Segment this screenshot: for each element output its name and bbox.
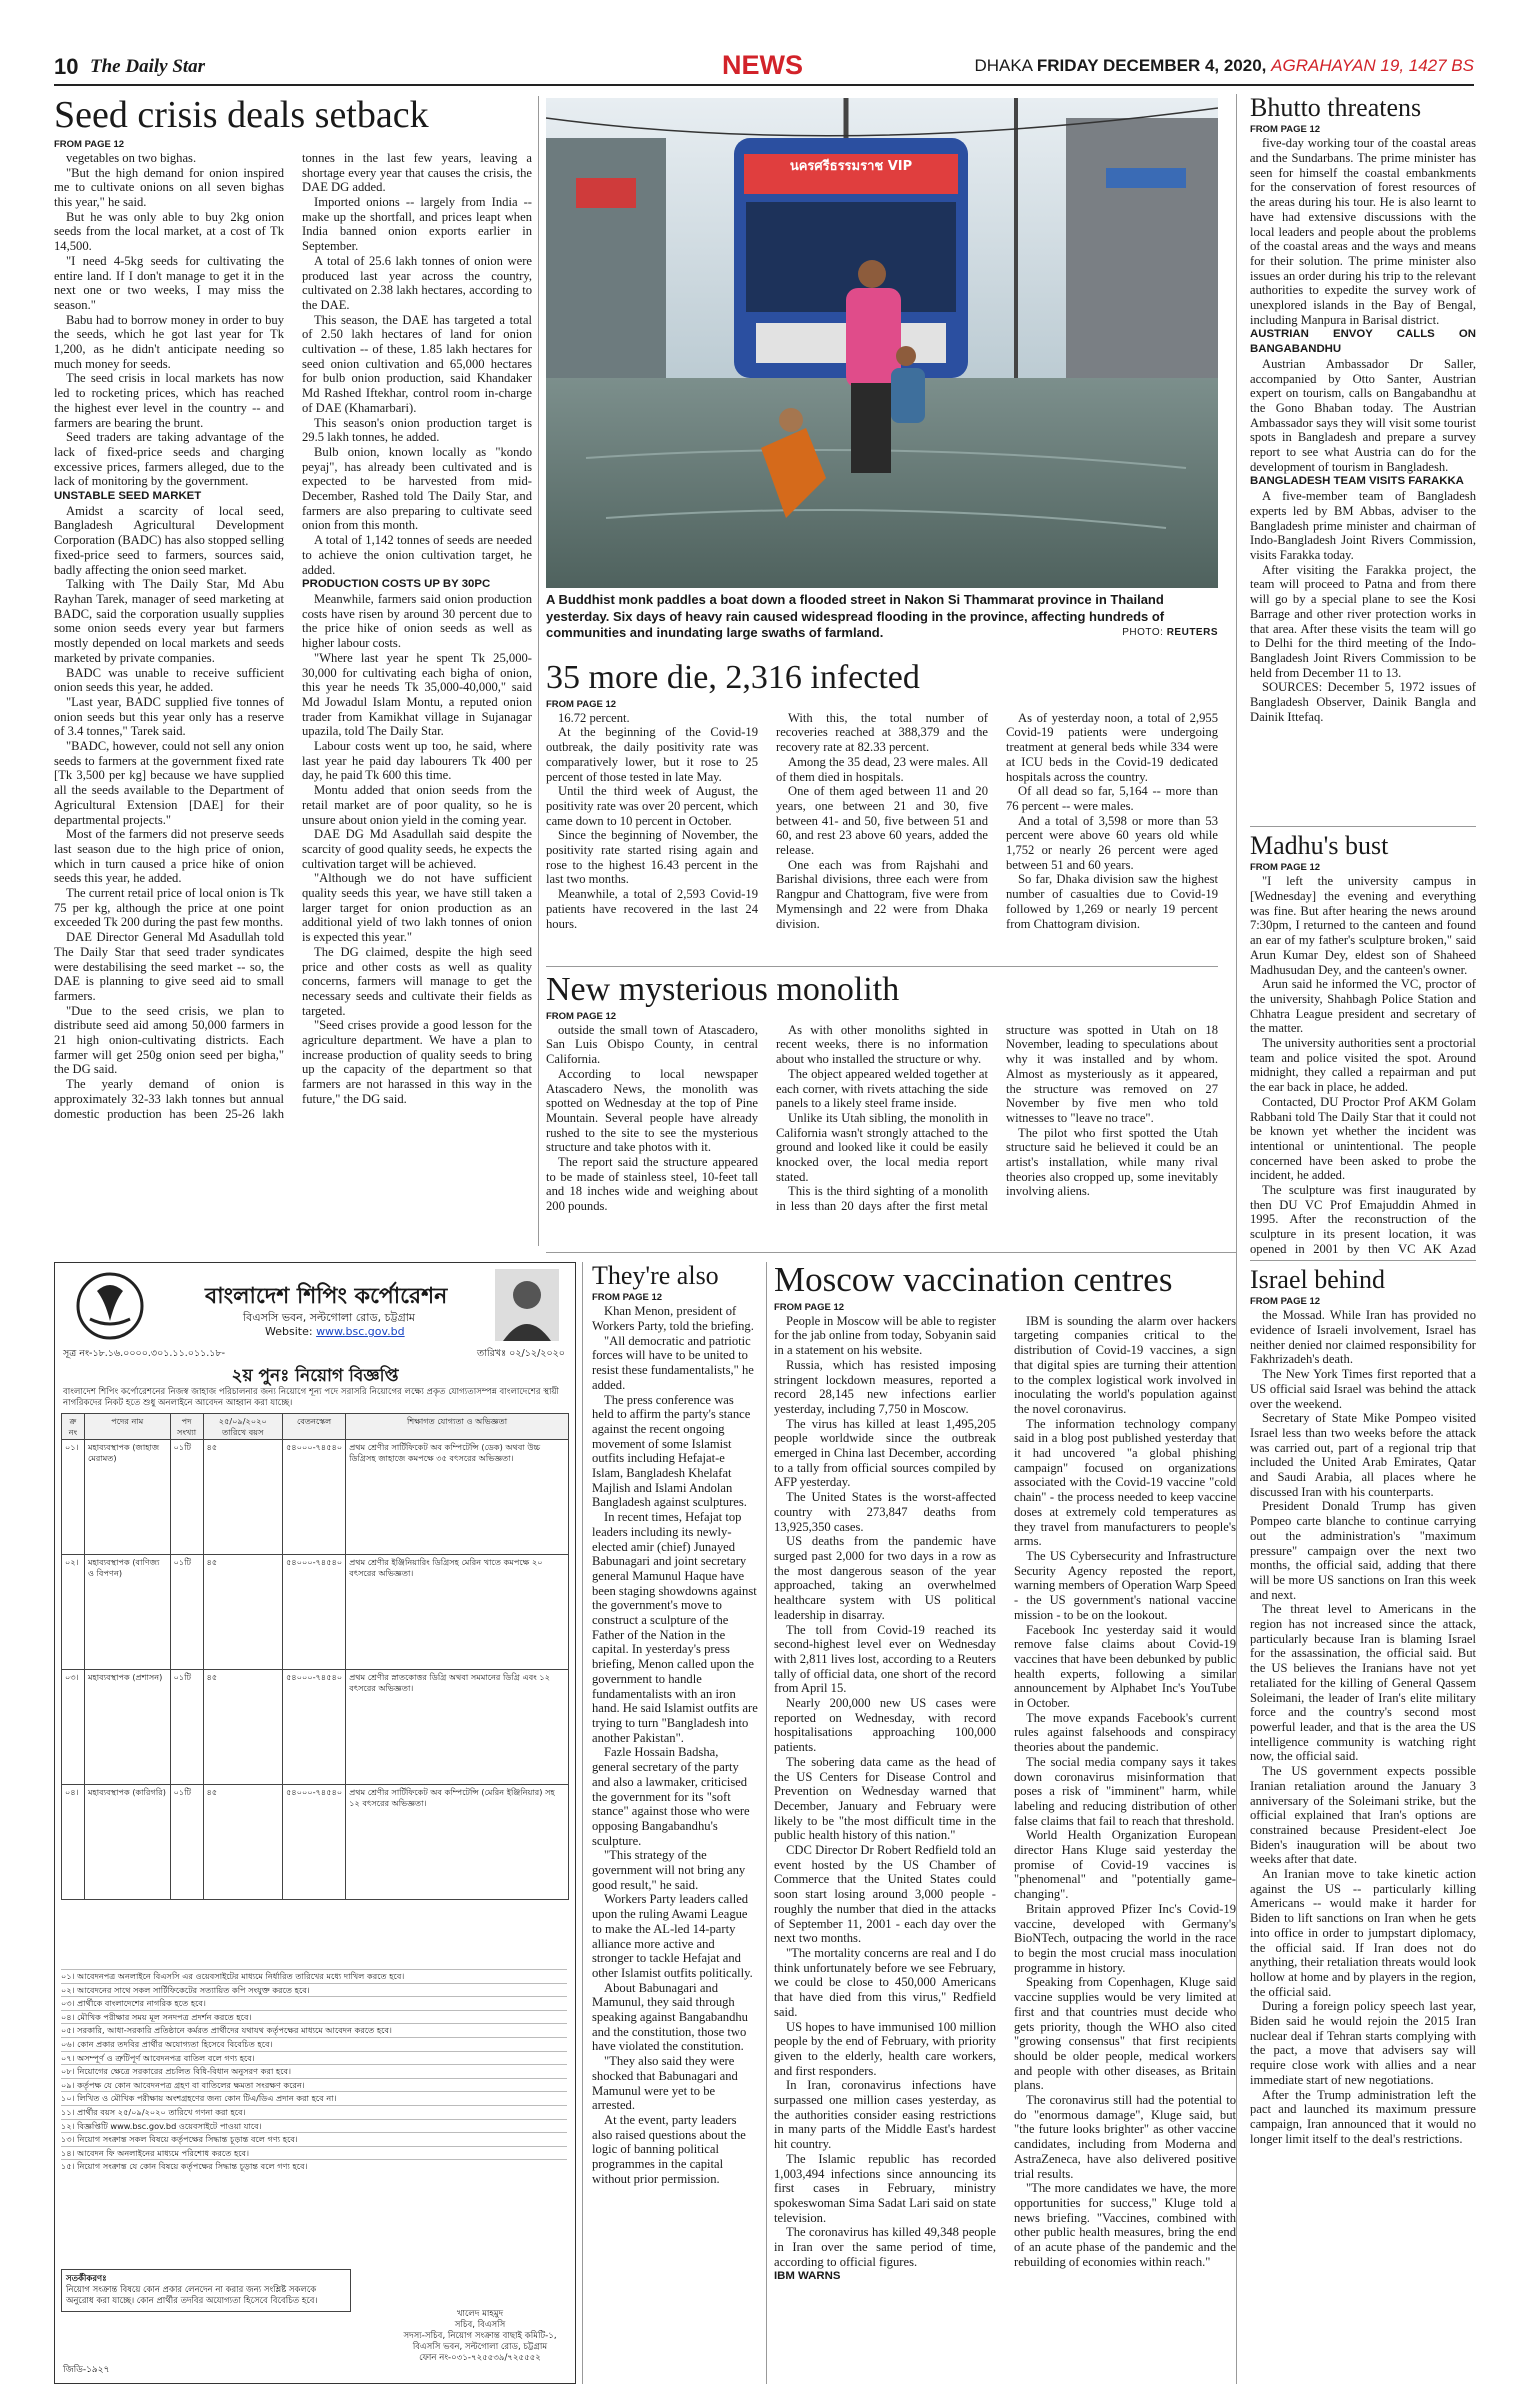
ad-website [265, 1325, 405, 1338]
paragraph: The university authorities sent a proctorial team and police visited the spot. Around midnight, they called a repairman and put the ear back in place, he added. [1250, 1036, 1476, 1095]
ad-date: তারিখঃ ০২/১২/২০২০ [477, 1348, 565, 1359]
article-body [1250, 874, 1476, 1256]
paragraph: US hopes to have immunised 100 million people by the end of February, with priority given to the elderly, health care workers, and first responders. [774, 2019, 996, 2078]
from-page: FROM PAGE 12 [592, 1292, 663, 1304]
paragraph: BANGLADESH TEAM VISITS FARAKKA [1250, 475, 1464, 488]
ad-note: ১২। বিজ্ঞপ্তিটি www.bsc.gov.bd ওয়েবসাইটে পাওয়া যাবে। [61, 2119, 567, 2133]
table-cell: ৫৪০০০-৭৪৫৪০ [283, 1785, 346, 1900]
paragraph: Bulb onion, known locally as "kondo peyaj", has already been cultivated and is expected to be harvested from mid-December, Rashed told The Daily Star, and farmers are also preparing to cultivate seed onion from this month. [302, 444, 532, 533]
paragraph: Contacted, DU Proctor Prof AKM Golam Rabbani told The Daily Star that it could not be known yet whether the incident was intentional or unintentional. The people concerned have been asked to probe the incident, he added. [1250, 1094, 1476, 1183]
paragraph: Austrian Ambassador Dr Saller, accompanied by Otto Santer, Austrian expert on tourism, calls on Bangabandhu at the Gono Bhaban today. The Austrian Ambassador says they will visit some tourist spots in Bangladesh and prepare a survey report to see what Austria can do for the development of tourism in Bangladesh. [1250, 356, 1476, 474]
paragraph: In Iran, coronavirus infections have surpassed one million cases yesterday, as the authorities consider easing restrictions in many parts of the Middle East's hardest hit country. [774, 2078, 996, 2152]
headline: Madhu's bust [1250, 832, 1389, 860]
ad-note: ১০। লিখিত ও মৌখিক পরীক্ষায় অংশগ্রহণের জন্য কোন টিএ/ডিএ প্রদান করা হবে না। [61, 2091, 567, 2105]
paragraph: outside the small town of Atascadero, San Luis Obispo County, in central California. [546, 1022, 758, 1067]
from-page: FROM PAGE 12 [774, 1301, 845, 1313]
paragraph: As of yesterday noon, a total of 2,955 Covid-19 patients were undergoing treatment at general beds while 334 were at ICU beds in the Covid-19 dedicated hospitals across the country. [1006, 710, 1218, 784]
table-cell: প্রথম শ্রেণীর ইঞ্জিনিয়ারিং ডিগ্রিসহ মেরিন খাতে কমপক্ষে ২০ বৎসরের অভিজ্ঞতা। [346, 1555, 569, 1670]
table-cell: ০১টি [170, 1555, 203, 1670]
paragraph: The sobering data came as the head of the US Centers for Disease Control and Prevention on Wednesday warned that December, January and February were likely to be "the most difficult time in the public health history of this nation." [774, 1754, 996, 1843]
table-cell: মহাব্যবস্থাপক (কারিগরি) [84, 1785, 170, 1900]
paragraph: "The mortality concerns are real and I do think unfortunately before we see February, we could be close to 450,000 Americans that have died from this virus," Redfield said. [774, 1945, 996, 2019]
paragraph: Arun said he informed the VC, proctor of the university, Shahbagh Police Station and Chhatra League president and secretary of the matter. [1250, 977, 1476, 1036]
table-header-cell: শিক্ষাগত যোগ্যতা ও অভিজ্ঞতা [346, 1414, 569, 1440]
ad-address: বিএসসি ভবন, সল্টগোলা রোড, চট্টগ্রাম [243, 1311, 415, 1324]
headline: They're also [592, 1262, 719, 1290]
paragraph: Babu had to borrow money in order to buy the seeds, which he got last year for Tk 1,200, as he didn't anticipate needing so much money for seeds. [54, 312, 284, 371]
paragraph: Khan Menon, president of Workers Party, told the briefing. [592, 1304, 754, 1333]
paragraph: One of them aged between 11 and 20 years, one between 21 and 30, five between 41- and 50, five between 51 and 60, and rest 23 above 60 years, added the release. [776, 784, 988, 858]
paragraph: "I need 4-5kg seeds for cultivating the entire land. If I don't manage to get it in the next one or two weeks, I may miss the season." [54, 253, 284, 312]
paragraph: The US government expects possible Iranian retaliation around the January 3 anniversary of the Soleimani strike, but the official explained that Iran's options are constrained because President-elect Joe Biden's inauguration will be about two weeks after that date. [1250, 1764, 1476, 1867]
ad-note: ১৫। নিয়োগ সংক্রান্ত যে কোন বিষয়ে কর্তৃপক্ষের সিদ্ধান্ত চূড়ান্ত বলে গণ্য হবে। [61, 2159, 567, 2173]
paragraph: The United States is the worst-affected country with 273,847 deaths from 13,925,350 cases. [774, 1490, 996, 1534]
warning-title: সতর্কীকরণঃ [66, 2274, 107, 2284]
article-body [774, 1314, 1236, 2284]
table-header-row [62, 1414, 569, 1440]
ad-note: ০৬। কোন প্রকার তদবির প্রার্থীর অযোগ্যতা হিসেবে বিবেচিত হবে। [61, 2037, 567, 2051]
paragraph: Labour costs went up too, he said, where last year he paid day labourers Tk 400 per day, he paid Tk 600 this time. [302, 739, 532, 783]
paragraph: "Due to the seed crisis, we plan to distribute seed aid among 50,000 farmers in 21 high onion-cultivating districts. Each farmer will get 250g onion seed per bigha," the DG said. [54, 1003, 284, 1077]
paragraph: Nearly 200,000 new US cases were reported on Wednesday, with record hospitalisations approaching 100,000 patients. [774, 1696, 996, 1755]
from-page: FROM PAGE 12 [546, 698, 617, 710]
headline: New mysterious monolith [546, 972, 900, 1008]
headline: 35 more die, 2,316 infected [546, 660, 920, 696]
paragraph: A five-member team of Bangladesh experts led by BM Abbas, adviser to the Bangladesh prime minister and chairman of Indo-Bangladesh Joint Rivers Commission, visits Farakka today. [1250, 489, 1476, 562]
website-label: Website: [265, 1325, 313, 1338]
paragraph: The object appeared welded together at each corner, with rivets attaching the side panels to a likely steel frame inside. [776, 1066, 988, 1111]
paragraph: One each was from Rajshahi and Barishal divisions, three each were from Rangpur and Chattogram, five were from Mymensingh and 22 were from Dhaka division. [776, 857, 988, 931]
ad-notes [61, 1969, 567, 2173]
credit-label: PHOTO: [1122, 627, 1164, 638]
paragraph: The Islamic republic has recorded 1,003,494 infections since announcing its first cases in February, ministry spokeswoman Sima Sadat Lari said on state television. [774, 2151, 996, 2225]
paragraph: Workers Party leaders called upon the ruling Awami League to make the AL-led 14-party alliance more active and stronger to tackle Hefajat and other Islamist outfits politically. [592, 1892, 753, 1980]
paragraph: According to local newspaper Atascadero News, the monolith was spotted on Wednesday at the top of Pine Mountain. Several people have already rushed to the site to see the mysterious structure and take photos with it. [546, 1066, 758, 1155]
paragraph: Speaking from Copenhagen, Kluge said vaccine supplies would be very limited at first and that countries must decide who gets priority, though the WHO also cited "growing consensus" that first recipients should be older people, medical workers and people with other diseases, as Britain plans. [1014, 1975, 1236, 2093]
ad-intro: বাংলাদেশ শিপিং কর্পোরেশনের নিজস্ব জাহাজ পরিচালনার জন্য নিয়োগে শূন্য পদে সরাসরি নিয়োগের লক্ষ্যে প্রকৃত যোগ্যতাসম্পন্ন বাংলাদেশের স্থায়ী নাগরিকদের নিকট হতে শুধু অনলাইনে আবেদন আহ্বান করা যাচ্ছে। [63, 1387, 559, 1408]
paragraph: The coronavirus still had the potential to do "enormous damage", Kluge said, but "the future looks brighter" as other vaccine candidates, including from Moderna and AstraZeneca, have also delivered positive trial results. [1014, 2093, 1236, 2181]
article-madhu [1250, 832, 1476, 1256]
table-cell: ০৪। [62, 1785, 85, 1900]
from-page: FROM PAGE 12 [1250, 124, 1321, 136]
ad-title: বাংলাদেশ শিপিং কর্পোরেশন [205, 1284, 448, 1309]
table-header-cell: পদ সংখ্যা [170, 1414, 203, 1440]
paragraph: After visiting the Farakka project, the team will proceed to Patna and from there will go by a special plane to see the Kosi Barrage and other river protection works in that area. After these visits the team will go to Delhi for the third meeting of the Indo-Bangladesh Joint Rivers Commission to be held from December 11 to 13. [1250, 562, 1476, 680]
table-cell: মহাব্যবস্থাপক (জাহাজ মেরামত) [84, 1440, 170, 1555]
section-divider [546, 966, 1218, 967]
paragraph: Talking with The Daily Star, Md Abu Rayhan Tarek, manager of seed marketing at BADC, said the corporation usually supplies some onion seeds every year but farmers mostly depended on local markets and seeds marketed by private companies. [54, 577, 284, 665]
paragraph: Of all dead so far, 5,164 -- more than 76 percent -- were males. [1006, 784, 1218, 813]
paragraph: Fazle Hossain Badsha, general secretary of the party and also a lawmaker, criticised the government for its "soft stance" against those who were opposing Bangabandhu's sculpture. [592, 1745, 750, 1848]
table-cell: ৫৪০০০-৭৪৫৪০ [283, 1670, 346, 1785]
paragraph: This season, the DAE has targeted a total of 2.50 lakh hectares of land for onion cultivation -- of these, 1.85 lakh hectares for seed onion cultivation and 65,000 hectares for bulb onion production, said Khandaker Md Rashed Iftekhar, control room in-charge of DAE (Khamarbari). [302, 312, 532, 415]
table-cell: ০২। [62, 1555, 85, 1670]
paragraph: the Mossad. While Iran has provided no evidence of Israeli involvement, Israel has neither denied nor claimed responsibility for Fakhrizadeh's death. [1250, 1308, 1476, 1367]
article-israel [1250, 1266, 1476, 2384]
news-photo [546, 98, 1218, 588]
paragraph: The move expands Facebook's current rules against falsehoods and conspiracy theories about the pandemic. [1014, 1710, 1236, 1755]
from-page: FROM PAGE 12 [1250, 862, 1321, 874]
headline: Seed crisis deals setback [54, 96, 429, 136]
paragraph: With this, the total number of recoveries reached at 388,379 and the recovery rate at 82.33 percent. [776, 710, 988, 755]
paragraph: The sculpture was first inaugurated by then DU VC Prof Emajuddin Ahmed in 1995. After the reconstruction of the sculpture in its present location, it was opened in 2001 by then VC AK Azad [1250, 1183, 1476, 1256]
paragraph: Meanwhile, farmers said onion production costs have risen by around 30 percent due to the price hike of onion seeds as well as higher labour costs. [302, 591, 532, 651]
article-body [1250, 136, 1476, 724]
section-divider [546, 1252, 1236, 1253]
paragraph: During a foreign policy speech last year, Biden said he would rejoin the 2015 Iran nuclear deal if Tehran starts complying with the pact, a move that advisers say will require close work with allies and a near immediate start of new negotiations. [1250, 1999, 1476, 2087]
paragraph: The social media company says it takes down coronavirus misinformation that poses a risk of "imminent" harm, while labeling and reducing distribution of other false claims that fail to reach that threshold. [1014, 1754, 1236, 1828]
website-link[interactable]: www.bsc.gov.bd [316, 1325, 405, 1338]
dateline [974, 56, 1474, 76]
credit-source: REUTERS [1166, 627, 1218, 638]
from-page: FROM PAGE 12 [546, 1010, 617, 1022]
section-divider [1250, 1260, 1476, 1261]
paragraph: UNSTABLE SEED MARKET [54, 490, 202, 503]
paragraph: "Although we do not have sufficient quality seeds this year, we have still taken a larger target for onion production as an additional yield of two lakh tonnes of onion is expected this year." [302, 871, 532, 945]
column-rule [582, 1262, 583, 2384]
headline: Israel behind [1250, 1266, 1386, 1294]
table-header-cell: পদের নাম [84, 1414, 170, 1440]
ad-reference: সূত্র নং-১৮.১৬.০০০০.৩০১.১১.০১১.১৮- [63, 1348, 226, 1359]
paragraph: President Donald Trump has given Pompeo carte blanche to continue carrying out the administration's "maximum pressure" campaign over the next two months, the official said, adding that there will be more US sanctions on Iran this week and next. [1250, 1499, 1476, 1602]
paragraph: The pilot who first spotted the Utah structure said he believed it could be an artist's installation, while many rival theories also cropped up, some inevitably involving aliens. [1006, 1125, 1218, 1199]
paragraph: Since the beginning of November, the positivity rate started rising again and rose to the highest 16.43 percent in the last two months. [546, 828, 758, 887]
paragraph: In recent times, Hefajat top leaders including its newly-elected amir (chief) Junayed Babunagari and joint secretary general Mamunul Haque have been staging showdowns against the government's move to construct a sculpture of the Father of the Nation in the capital. In yesterday's press briefing, Menon called upon the government to handle fundamentalists with an iron hand. He said Islamist outfits are trying to turn "Bangladesh into another Pakistan". [592, 1510, 758, 1745]
signer-phone: ফোন নং-০৩১-৭২৫৫৩৯/৭২৫৫৫২ [419, 2353, 541, 2363]
paragraph: The press conference was held to affirm the party's stance against the recent ongoing movement of some Islamist outfits including Hefajat-e Islam, Bangladesh Khelafat Majlish and Islami Andolan Bangladesh against sculptures. [592, 1392, 751, 1510]
table-row [62, 1670, 569, 1785]
paragraph: Until the third week of August, the positivity rate was over 20 percent, which came down to 10 percent in October. [546, 784, 758, 828]
table-cell: ০১টি [170, 1670, 203, 1785]
paragraph: vegetables on two bighas. [66, 150, 197, 165]
ad-note: ১১। প্রার্থীর বয়স ২৫/০৯/২০২০ তারিখে গণনা করা হবে। [61, 2105, 567, 2119]
paragraph: "BADC, however, could not sell any onion seeds to farmers at the government fixed rate [Tk 3,500 per kg] because we have supplied all the seeds available to the Department of Agricultural Extension [DAE] for their departmental projects." [54, 739, 284, 827]
paragraph: At the beginning of the Covid-19 outbreak, the daily positivity rate was comparatively lower, but it rose to 25 percent of those tested in late May. [546, 725, 758, 784]
table-row [62, 1555, 569, 1670]
ad-note: ১৩। নিয়োগ সংক্রান্ত সকল বিষয়ে কর্তৃপক্ষের সিদ্ধান্ত চূড়ান্ত বলে গণ্য হবে। [61, 2132, 567, 2146]
paragraph: DAE Director General Md Asadullah told The Daily Star that seed trader syndicates were destabilising the seed market -- so, the DAE is planning to give seed aid to small farmers. [54, 930, 284, 1003]
paragraph: So far, Dhaka division saw the highest number of casualties due to Covid-19 followed by 1,269 or nearly 19 percent from Chattogram division. [1006, 872, 1218, 931]
article-body [592, 1304, 758, 2186]
paragraph: Seed traders are taking advantage of the lack of fixed-price seeds and charging excessive prices, farmers alleged, due to the lack of monitoring by the government. [54, 430, 284, 489]
photo-credit [1122, 625, 1218, 642]
article-monolith [546, 972, 1218, 1244]
from-page: FROM PAGE 12 [54, 138, 125, 150]
headline: Bhutto threatens [1250, 94, 1422, 122]
paragraph: This season's onion production target is 29.5 lakh tonnes, he added. [302, 415, 532, 445]
paragraph: The information technology company said in a blog post published yesterday that it had uncovered "a global phishing campaign" focused on organizations associated with the Covid-19 vaccine "cold chain" - the process needed to keep vaccine doses at extremely cold temperatures as they travel from manufacturers to people's arms. [1014, 1416, 1236, 1549]
from-page: FROM PAGE 12 [1250, 1296, 1321, 1308]
table-cell: প্রথম শ্রেণীর সার্টিফিকেট অব কম্পিটেন্সি (ডেক) অথবা উচ্চ ডিগ্রিসহ জাহাজে কমপক্ষে ৩৫ বৎসরের অভিজ্ঞতা। [346, 1440, 569, 1555]
paragraph: IBM is sounding the alarm over hackers targeting companies critical to the distribution of Covid-19 vaccines, a sign that digital spies are turning their attention to the complex logistical work involved in inoculating the world's population against the novel coronavirus. [1014, 1313, 1236, 1416]
signer-name: খালেদ মাহমুদ [456, 2309, 504, 2319]
vacancy-table [61, 1413, 569, 1900]
bus-sign: นครศรีธรรมราช VIP [789, 159, 913, 174]
table-cell: ৪৫ [203, 1670, 283, 1785]
column-rule [766, 1262, 767, 2384]
paragraph: "Seed crises provide a good lesson for the agriculture department. We have a plan to increase production of quality seeds to bring up the capacity of the department so that farmers are not harassed in this way in the future," the DG said. [302, 1018, 532, 1106]
ad-note: ০১। আবেদনপত্র অনলাইনে বিএসসি এর ওয়েবসাইটের মাধ্যমে নির্ধারিত তারিখের মধ্যে দাখিল করতে হবে। [61, 1969, 567, 1983]
table-cell: মহাব্যবস্থাপক (প্রশাসন) [84, 1670, 170, 1785]
signer-office: সদস্য-সচিব, নিয়োগ সংক্রান্ত বাছাই কমিটি-১, বিএসসি ভবন, সল্টগোলা রোড, চট্টগ্রাম [403, 2331, 557, 2352]
table-cell: ৪৫ [203, 1785, 283, 1900]
paragraph: AUSTRIAN ENVOY CALLS ON BANGABANDHU [1250, 328, 1476, 356]
signer-role: সচিব, বিএসসি [454, 2320, 506, 2330]
table-cell: প্রথম শ্রেণীর স্নাতকোত্তর ডিগ্রি অথবা সমমানের ডিগ্রি এবং ১২ বৎসরের অভিজ্ঞতা। [346, 1670, 569, 1785]
paragraph: "Where last year he spent Tk 25,000-30,000 for cultivating each bigha of onion, this year he needs Tk 35,000-40,000," said Md Jowadul Islam Montu, a reputed onion trader from Kamikhat village in Sujanagar upazila, told The Daily Star. [302, 650, 532, 739]
paragraph: Montu added that onion seeds from the retail market are of poor quality, so he is unsure about onion yield in the coming year. [302, 783, 532, 827]
table-cell: ০১। [62, 1440, 85, 1555]
article-body [54, 151, 532, 1121]
paragraph: After the Trump administration left the pact and launched its maximum pressure campaign, Iran announced that it would no longer limit itself to the deal's restrictions. [1250, 2087, 1476, 2146]
paragraph: "But the high demand for onion inspired me to cultivate onions on all seven bighas this year," he said. [54, 165, 284, 209]
warning-text: নিয়োগ সংক্রান্ত বিষয়ে কোন প্রকার লেনদেন না করার জন্য সংশ্লিষ্ট সকলকে অনুরোধ করা যাচ্ছে। কোন প্রার্থীর তদবির অযোগ্যতা হিসেবে বিবেচিত হবে। [66, 2285, 318, 2306]
ad-note: ০৩। প্রার্থীকে বাংলাদেশের নাগরিক হতে হবে। [61, 1996, 567, 2010]
paragraph: The threat level to Americans in the region has not increased since the attack, particularly because Iran is blaming Israel for the assassination, the official said. But the US believes the Iranians have not yet retaliated for the killing of General Qassem Soleimani, the leader of Iran's elite military force and the country's second most powerful leader, and that is the area the US intelligence community is watching right now, the official said. [1250, 1602, 1476, 1764]
table-cell: ০১টি [170, 1440, 203, 1555]
paragraph: "This strategy of the government will not bring any good result," he said. [592, 1848, 746, 1892]
dateline-city: DHAKA [974, 56, 1033, 75]
paragraph: CDC Director Dr Robert Redfield told an event hosted by the US Chamber of Commerce that the United States could soon start losing around 3,000 people - roughly the number that died in the attacks of September 11, 2001 - each day over the next two months. [774, 1843, 996, 1946]
paragraph: About Babunagari and Mamunul, they said through speaking against Bangabandhu and the constitution, those two have violated the constitution. [592, 1980, 748, 2054]
paragraph: World Health Organization European director Hans Kluge said yesterday the promise of Covid-19 vaccines is "phenomenal" and "potentially game-changing". [1014, 1828, 1236, 1902]
column-rule [1236, 94, 1237, 2384]
paragraph: Imported onions -- largely from India -- make up the shortfall, and prices leapt when India banned onion exports earlier in September. [302, 195, 532, 254]
table-body [62, 1440, 569, 1900]
ad-note: ০২। আবেদনের সাথে সকল সার্টিফিকেটের সত্যায়িত কপি সংযুক্ত করতে হবে। [61, 1983, 567, 1997]
section-divider [1250, 826, 1476, 827]
article-moscow [774, 1262, 1236, 2384]
section-name: NEWS [722, 50, 803, 80]
article-body [546, 711, 1218, 932]
photo-caption [546, 592, 1218, 642]
ad-note: ১৪। আবেদন ফি অনলাইনের মাধ্যমে পরিশোধ করতে হবে। [61, 2146, 567, 2160]
paragraph: As with other monoliths sighted in recent weeks, there is no information about who installed the structure or why. [776, 1022, 988, 1067]
table-cell: ৪৫ [203, 1555, 283, 1670]
paragraph: A total of 1,142 tonnes of seeds are needed to achieve the onion cultivation target, he added. [302, 533, 532, 577]
ad-note: ০৯। কর্তৃপক্ষ যে কোন আবেদনপত্র গ্রহণ বা বাতিলের ক্ষমতা সংরক্ষণ করেন। [61, 2078, 567, 2092]
paper-logo: The Daily Star [90, 56, 206, 77]
table-cell: ০১টি [170, 1785, 203, 1900]
ad-code: জিডি-১৯২৭ [63, 2365, 110, 2375]
paragraph: "All democratic and patriotic forces will have to be united to resist these fundamentalists," he added. [592, 1333, 754, 1392]
table-header-cell: বেতনস্কেল [283, 1414, 346, 1440]
ad-note: ০৪। মৌখিক পরীক্ষার সময় মূল সনদপত্র প্রদর্শন করতে হবে। [61, 2010, 567, 2024]
paragraph: 16.72 percent. [558, 710, 630, 725]
paragraph: Russia, which has resisted imposing stringent lockdown measures, reported a record 28,145 new infections earlier yesterday, including 7,750 in Moscow. [774, 1357, 996, 1416]
paragraph: The seed crisis in local markets has now led to rocketing prices, which has reached the highest ever level in the country -- and farmers are bearing the brunt. [54, 371, 284, 430]
dateline-date: FRIDAY DECEMBER 4, 2020, [1036, 56, 1267, 75]
page-number: 10 [54, 54, 79, 79]
paragraph: The virus has killed at least 1,495,205 people worldwide since the outbreak emerged in China last December, according to a tally from official sources compiled by AFP yesterday. [774, 1416, 996, 1490]
table-cell: ৫৪০০০-৭৪৫৪০ [283, 1440, 346, 1555]
table-header-cell: ২৫/০৯/২০২০ তারিখে বয়স [203, 1414, 283, 1440]
paragraph: five-day working tour of the coastal areas and the Sundarbans. The prime minister has seen for himself the coastal embankments for the conservation of forest resources of the areas during his tour. He is also learnt to have had extensive discussions with the local leaders and people about the problems of the coastal areas and the ways and means for their solution. The prime minister also issues an order during his trip to the relevant authorities to expedite the survey work of unexplored islands in the Bay of Bengal, including Manpura in Barisal district. [1250, 136, 1476, 327]
paragraph: Secretary of State Mike Pompeo visited Israel less than two weeks before the attack was carried out, part of a regional trip that included the United Arab Emirates, Qatar and Saudi Arabia, all places where he discussed Iran with his counterparts. [1250, 1411, 1476, 1499]
table-header-cell: ক্র নং [62, 1414, 85, 1440]
table-cell: মহাব্যবস্থাপক (বাণিজ্য ও বিপণন) [84, 1555, 170, 1670]
paragraph: SOURCES: December 5, 1972 issues of Bangladesh Observer, Dainik Bangla and Dainik Ittefaq. [1250, 680, 1476, 724]
paragraph: BADC was unable to receive sufficient onion seeds this year, he added. [54, 665, 284, 695]
article-seed-crisis [54, 96, 532, 1244]
paragraph: Meanwhile, a total of 2,593 Covid-19 patients have recovered in the last 24 hours. [546, 887, 758, 931]
paragraph: The toll from Covid-19 reached its second-highest level ever on Wednesday with 2,811 lives lost, according to a Reuters tally of official data, one short of the record from April 15. [774, 1622, 996, 1696]
column-rule [538, 96, 539, 1246]
paragraph: IBM WARNS [774, 2270, 841, 2283]
article-theyre-also [592, 1262, 758, 2384]
table-cell: ০৩। [62, 1670, 85, 1785]
bsc-recruitment-ad [54, 1262, 576, 2384]
paragraph: And a total of 3,598 or more than 53 percent were above 60 years old while 1,752 or nearly 26 percent were aged between 51 and 60 years. [1006, 813, 1218, 872]
table-cell: প্রথম শ্রেণীর সার্টিফিকেট অব কম্পিটেন্সি (মেরিন ইঞ্জিনিয়ার) সহ ১২ বৎসরের অভিজ্ঞতা। [346, 1785, 569, 1900]
paragraph: The coronavirus has killed 49,348 people in Iran over the same period of time, according to official figures. [774, 2225, 996, 2269]
paragraph: The yearly demand of onion is approximately 32-33 lakh tonnes but annual domestic production has been 25-26 lakh tonnes in the last few years, leaving a shortage every year that causes the crisis, the DAE DG added. [54, 150, 532, 1121]
paragraph: But he was only able to buy 2kg onion seeds from the local market, at a cost of Tk 14,500. [54, 209, 284, 254]
paragraph: Amidst a scarcity of local seed, Bangladesh Agricultural Development Corporation (BADC) has also stopped selling fixed-price seed to farmers, sources said, badly affecting the onion seed market. [54, 503, 284, 577]
table-row [62, 1440, 569, 1555]
paragraph: People in Moscow will be able to register for the jab online from today, Sobyanin said in a statement on his website. [774, 1313, 996, 1358]
paragraph: The current retail price of local onion is Tk 75 per kg, although the price at one point exceeded Tk 200 during the past few months. [54, 886, 284, 930]
bsc-logo-icon [75, 1271, 145, 1341]
ad-note: ০৮। নিয়োগের ক্ষেত্রে সরকারের প্রচলিত বিধি-বিধান অনুসরণ করা হবে। [61, 2064, 567, 2078]
ad-heading: ২য় পুনঃ নিয়োগ বিজ্ঞপ্তি [231, 1366, 399, 1386]
paragraph: DAE DG Md Asadullah said despite the scarcity of good quality seeds, he expects the cultivation target will be achieved. [302, 827, 532, 871]
paragraph: At the event, party leaders also raised questions about the logic of banning political programmes in the capital without prior permission. [592, 2112, 746, 2186]
article-covid-deaths [546, 660, 1218, 966]
ad-signature [395, 2309, 565, 2364]
paragraph: The DG claimed, despite the high seed price and other costs as well as quality concerns, farmers will manage to get the necessary seeds and cultivate their fields as targeted. [302, 944, 532, 1018]
ad-note: ০৫। সরকারি, আধা-সরকারি প্রতিষ্ঠানে কর্মরত প্রার্থীদের যথাযথ কর্তৃপক্ষের মাধ্যমে আবেদন করতে হবে। [61, 2023, 567, 2037]
article-body [546, 1023, 1218, 1214]
paragraph: Britain approved Pfizer Inc's Covid-19 vaccine, developed with Germany's BioNTech, outpacing the world in the race to begin the most crucial mass inoculation programme in history. [1014, 1901, 1236, 1975]
paragraph: The New York Times first reported that a US official said Israel was behind the attack over the weekend. [1250, 1367, 1476, 1411]
paragraph: A total of 25.6 lakh tonnes of onion were produced last year across the country, cultivated on 2.38 lakh hectares, according to the DAE. [302, 253, 532, 312]
masthead [54, 50, 1474, 86]
ad-note: ০৭। অসম্পূর্ণ ও ত্রুটিপূর্ণ আবেদনপত্র বাতিল বলে গণ্য হবে। [61, 2051, 567, 2065]
flood-street-photo [546, 98, 1218, 588]
table-row [62, 1785, 569, 1900]
paragraph: This is the third sighting of a monolith in less than 20 days after the first metal structure was spotted in Utah on 18 November, leading to speculations about why it was installed and by whom. Almost as mysteriously as it appeared, the structure was removed on 27 November by five men who told witnesses to "leave no trace". [776, 1022, 1218, 1214]
paragraph: "They also said they were shocked that Babunagari and Mamunul were yet to be arrested. [592, 2054, 738, 2113]
paragraph: An Iranian move to take kinetic action against the US -- particularly killing Americans -- would make it harder for Biden to lift sanctions on Iran when he gets into office in order to jumpstart diplomacy, the official said. If Iran does not do anything, their retaliation threats would look hollow at home and by players in the region, the official said. [1250, 1867, 1476, 1999]
table-cell: ৪৫ [203, 1440, 283, 1555]
paragraph: US deaths from the pandemic have surged past 2,000 for two days in a row as the most dangerous season of the year approached, taking an overwhelmed healthcare system with US political leadership in disarray. [774, 1534, 996, 1622]
paragraph: Most of the farmers did not preserve seeds last season due to the high price of onion, which in turn caused a price hike of onion seeds this year, he added. [54, 827, 284, 886]
caption-text: A Buddhist monk paddles a boat down a flooded street in Nakon Si Thammarat province in Thailand yesterday. Six days of heavy rain caused widespread flooding in the province, affecting hundreds of communities and inundating large swaths of farmland. [546, 592, 1165, 640]
paragraph: Among the 35 dead, 23 were males. All of them died in hospitals. [776, 754, 988, 784]
paragraph: The report said the structure appeared to be made of stainless steel, 10-feet tall and 18 inches wide and weighing about 200 pounds. [546, 1155, 758, 1214]
paragraph: Facebook Inc yesterday said it would remove false claims about Covid-19 vaccines that have been debunked by public health experts, following a similar announcement by Alphabet Inc's YouTube in October. [1014, 1622, 1236, 1711]
article-body [1250, 1308, 1476, 2146]
ad-warning-box [61, 2269, 351, 2312]
paragraph: "I left the university campus in [Wednesday] the evening and everything was fine. But after hearing the news around 7:30pm, I returned to the canteen and found an ear of my father's sculpture broken," said Arun Kumar Dey, eldest son of Shaheed Madhusudan Dey, and the canteen's owner. [1250, 874, 1476, 977]
table-cell: ৫৪০০০-৭৪৫৪০ [283, 1555, 346, 1670]
paragraph: "Last year, BADC supplied five tonnes of onion seeds but this year only has a reserve of 3.4 tonnes," Tarek said. [54, 694, 284, 739]
dateline-bangla-date: AGRAHAYAN 19, 1427 BS [1271, 56, 1474, 75]
paragraph: PRODUCTION COSTS UP BY 30PC [302, 578, 491, 591]
headline: Moscow vaccination centres [774, 1262, 1173, 1299]
paragraph: Unlike its Utah sibling, the monolith in California wasn't strongly attached to the ground and looked like it could be easily knocked over, the local media report stated. [776, 1110, 988, 1184]
paragraph: The US Cybersecurity and Infrastructure Security Agency reposted the report, warning members of Operation Warp Speed - the US government's national vaccine mission - to be on the lookout. [1014, 1549, 1236, 1622]
portrait-icon [495, 1269, 559, 1341]
article-bhutto [1250, 94, 1476, 822]
paragraph: "The more candidates we have, the more opportunities for success," Kluge told a news briefing. "Vaccines, combined with other public health measures, bring the end of an acute phase of the pandemic and the rebuilding of economies within reach." [1014, 2181, 1236, 2269]
